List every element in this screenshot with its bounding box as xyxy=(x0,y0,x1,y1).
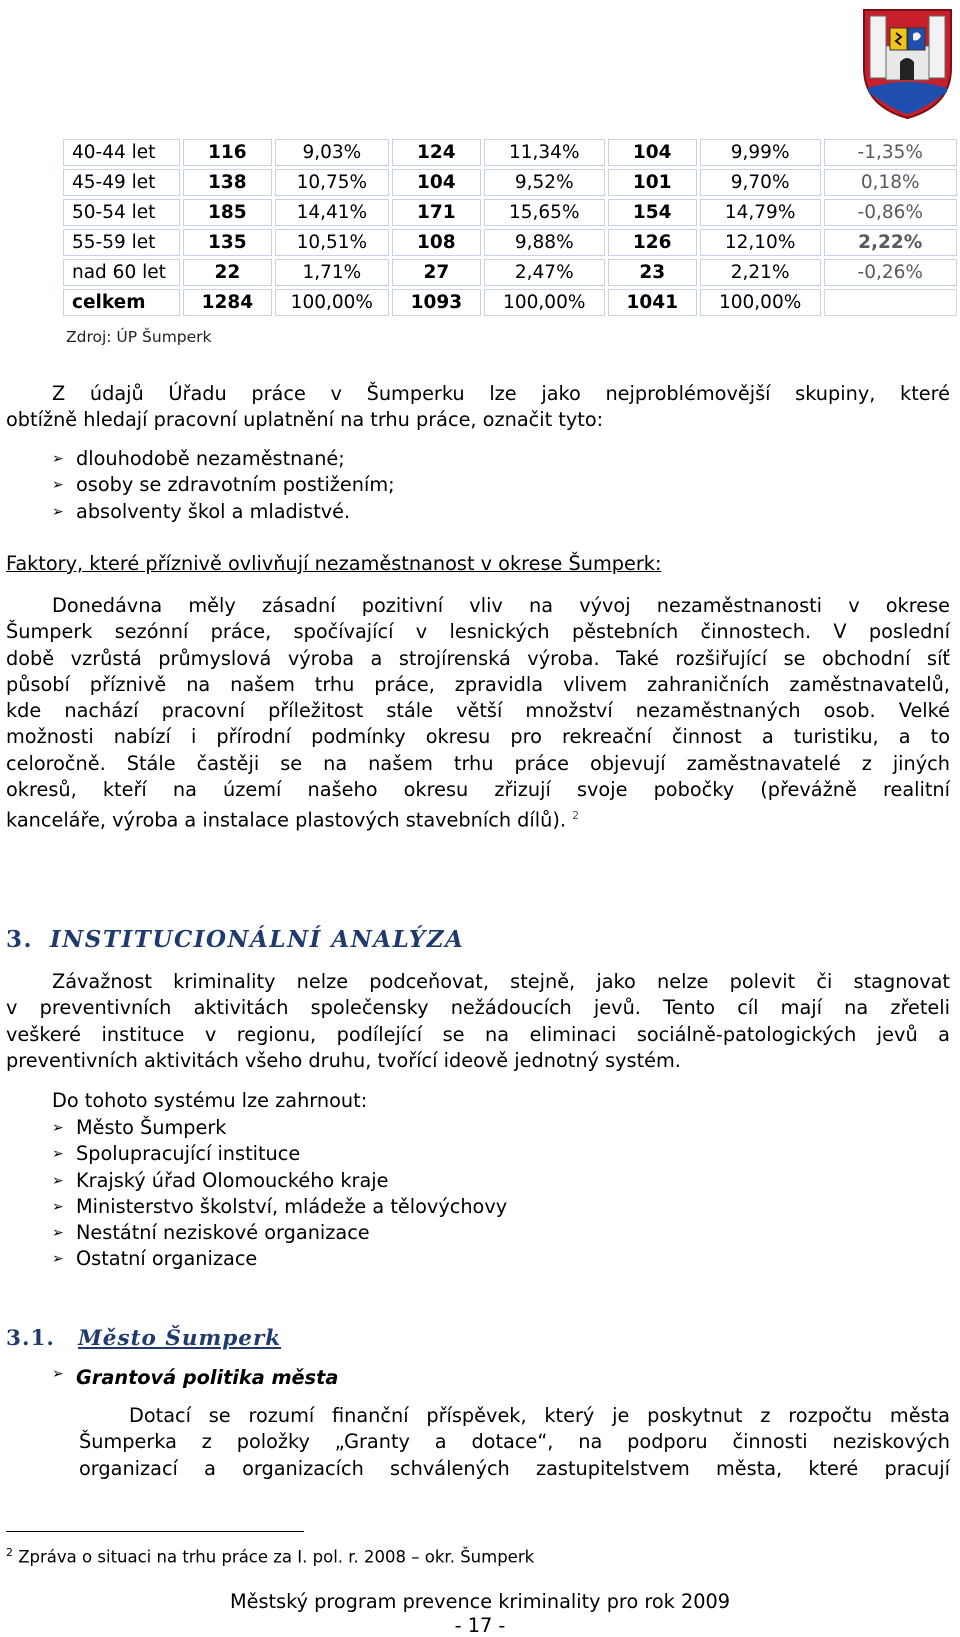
percent-cell: 9,03% xyxy=(275,139,389,166)
table-row xyxy=(63,199,957,226)
count-cell: 1093 xyxy=(392,289,481,316)
coat-of-arms-logo xyxy=(860,6,955,120)
footnote-reference[interactable]: 2 xyxy=(572,809,580,823)
list-item: ➢ Spolupracující instituce xyxy=(52,1141,507,1167)
list-item: ➢ Ostatní organizace xyxy=(52,1246,507,1272)
count-cell: 22 xyxy=(183,259,272,286)
table-row xyxy=(63,229,957,256)
unemployment-age-table xyxy=(60,136,960,319)
page-number: - 17 - xyxy=(454,1614,506,1637)
percent-cell: 2,21% xyxy=(700,259,821,286)
section-3-heading: 3. INSTITUCIONÁLNÍ ANALÝZA xyxy=(6,926,465,953)
percent-cell: 14,41% xyxy=(275,199,389,226)
count-cell: 135 xyxy=(183,229,272,256)
difference-cell: -0,86% xyxy=(824,199,957,226)
percent-cell: 2,47% xyxy=(484,259,605,286)
row-label: 40-44 let xyxy=(63,139,180,166)
count-cell: 1041 xyxy=(608,289,697,316)
percent-cell: 14,79% xyxy=(700,199,821,226)
row-label: 45-49 let xyxy=(63,169,180,196)
count-cell: 104 xyxy=(608,139,697,166)
percent-cell: 1,71% xyxy=(275,259,389,286)
factors-heading: Faktory, které příznivě ovlivňují nezaměstnanost v okrese Šumperk: xyxy=(6,552,662,575)
count-cell: 124 xyxy=(392,139,481,166)
institutions-intro: Do tohoto systému lze zahrnout: xyxy=(52,1089,368,1112)
institutions-list xyxy=(52,1115,507,1273)
table-row xyxy=(63,259,957,286)
list-item: ➢ Nestátní neziskové organizace xyxy=(52,1220,507,1246)
row-label: nad 60 let xyxy=(63,259,180,286)
table-row xyxy=(63,169,957,196)
count-cell: 27 xyxy=(392,259,481,286)
arrow-bullet-icon: ➢ xyxy=(52,1198,64,1215)
intro-line: obtížně hledají pracovní uplatnění na trhu práce, označit tyto: xyxy=(6,408,604,432)
row-label: celkem xyxy=(63,289,180,316)
arrow-bullet-icon: ➢ xyxy=(52,503,64,520)
arrow-bullet-icon: ➢ xyxy=(52,1120,64,1136)
factors-paragraph: Donedávna měly zásadní pozitivní vliv na vývoj nezaměstnanosti v okrese Šumperk sezónní práce, spočívající v lesnických pěstebních činnostech. V poslední době vzrůstá průmyslová výroba a strojírenská výroba. Také rozšiřující se obchodní síť působí příznivě na našem trhu práce, zpravidla vlivem zahraničních zaměstnavatelů, kde nachází pracovní příležitost stále větší množství nezaměstnaných osob. Velké možnosti nabízí i přírodní podmínky okresu pro rekreační činnost a turistiku, a to celoročně. Stále častěji se na našem trhu práce objevují zaměstnavatelé z jiných okresů, kteří na území našeho okresu zřizují svoje pobočky (převážně realitní kanceláře, výroba a instalace plastových stavebních dílů). $^2$ xyxy=(6,594,950,832)
footnote: $^2$ Zpráva o situaci na trhu práce za I. pol. r. 2008 – okr. Šumperk xyxy=(6,1546,535,1567)
percent-cell: 9,70% xyxy=(700,169,821,196)
percent-cell: 10,75% xyxy=(275,169,389,196)
percent-cell: 9,88% xyxy=(484,229,605,256)
count-cell: 138 xyxy=(183,169,272,196)
difference-cell: 2,22% xyxy=(824,229,957,256)
footer-title: Městský program prevence kriminality pro rok 2009 xyxy=(229,1590,731,1613)
count-cell: 104 xyxy=(392,169,481,196)
list-item: ➢ osoby se zdravotním postižením; xyxy=(52,472,395,498)
count-cell: 101 xyxy=(608,169,697,196)
percent-cell: 11,34% xyxy=(484,139,605,166)
count-cell: 116 xyxy=(183,139,272,166)
count-cell: 108 xyxy=(392,229,481,256)
count-cell: 171 xyxy=(392,199,481,226)
percent-cell: 15,65% xyxy=(484,199,605,226)
intro-paragraph xyxy=(6,381,950,434)
arrow-bullet-icon: ➢ xyxy=(52,1172,64,1189)
arrow-bullet-icon: ➢ xyxy=(52,1366,64,1382)
intro-line: Z údajů Úřadu práce v Šumperku lze jako nejproblémovější skupiny, které xyxy=(52,382,950,405)
list-item: ➢ Město Šumperk xyxy=(52,1115,507,1141)
problem-groups-list xyxy=(52,446,395,525)
percent-cell: 100,00% xyxy=(484,289,605,316)
percent-cell: 9,52% xyxy=(484,169,605,196)
percent-cell: 100,00% xyxy=(700,289,821,316)
arrow-bullet-icon: ➢ xyxy=(52,1251,64,1268)
percent-cell: 9,99% xyxy=(700,139,821,166)
difference-cell: -1,35% xyxy=(824,139,957,166)
difference-cell: -0,26% xyxy=(824,259,957,286)
arrow-bullet-icon: ➢ xyxy=(52,1146,64,1163)
arrow-bullet-icon: ➢ xyxy=(52,477,64,494)
footnote-separator xyxy=(6,1531,304,1532)
section-3-1-heading: 3.1. Město Šumperk xyxy=(6,1326,282,1351)
count-cell: 185 xyxy=(183,199,272,226)
row-label: 50-54 let xyxy=(63,199,180,226)
list-item: ➢ dlouhodobě nezaměstnané; xyxy=(52,446,395,472)
difference-cell: 0,18% xyxy=(824,169,957,196)
row-label: 55-59 let xyxy=(63,229,180,256)
count-cell: 1284 xyxy=(183,289,272,316)
difference-cell xyxy=(824,289,957,316)
arrow-bullet-icon: ➢ xyxy=(52,1225,64,1242)
count-cell: 126 xyxy=(608,229,697,256)
count-cell: 23 xyxy=(608,259,697,286)
percent-cell: 10,51% xyxy=(275,229,389,256)
grant-paragraph: Dotací se rozumí finanční příspěvek, který je poskytnut z rozpočtu města Šumperka z položky „Granty a dotace“, na podporu činnosti neziskových organizací a organizacích schválených zastupitelstvem města, které pracují xyxy=(79,1404,950,1480)
list-item: ➢ Ministerstvo školství, mládeže a tělovýchovy xyxy=(52,1194,507,1220)
percent-cell: 100,00% xyxy=(275,289,389,316)
list-item: ➢ absolventy škol a mladistvé. xyxy=(52,499,395,525)
section-3-paragraph: Závažnost kriminality nelze podceňovat, stejně, jako nelze polevit či stagnovat v preventivních aktivitách společensky nežádoucích jevů. Tento cíl mají na zřeteli veškeré instituce v regionu, podílející se na eliminaci sociálně-patologických jevů a preventivních aktivitách všeho druhu, tvořící ideově jednotný systém. xyxy=(6,970,950,1072)
table-row xyxy=(63,139,957,166)
arrow-bullet-icon: ➢ xyxy=(52,451,64,467)
table-source: Zdroj: ÚP Šumperk xyxy=(66,328,212,346)
grant-policy-subheading: ➢ Grantová politika města xyxy=(52,1366,339,1389)
percent-cell: 12,10% xyxy=(700,229,821,256)
count-cell: 154 xyxy=(608,199,697,226)
table-total-row xyxy=(63,289,957,316)
list-item: ➢ Krajský úřad Olomouckého kraje xyxy=(52,1168,507,1194)
